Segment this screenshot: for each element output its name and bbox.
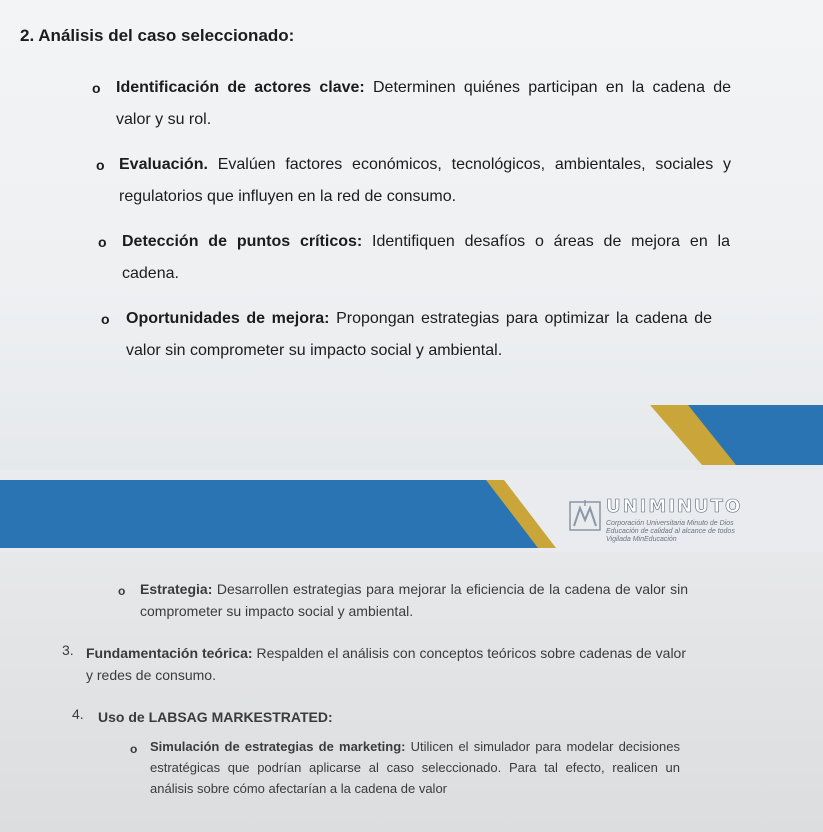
bullet-marker: o [92,80,101,96]
item-lead: Identificación de actores clave: [116,79,365,96]
item-text: Desarrollen estrategias para mejorar la eficiencia de la cadena de valor sin comprometer su impacto social y ambiental. [140,581,688,619]
item-text: Propongan estrategias para optimizar la cadena de valor sin comprometer su impacto social y ambiental. [126,310,713,359]
list-item-actores [116,72,731,136]
item-text: Evalúen factores económicos, tecnológicos, ambientales, sociales y regulatorios que influyen en la red de consumo. [119,156,731,205]
item-lead: Oportunidades de mejora: [126,310,330,327]
bullet-marker: o [101,311,110,327]
blue-stripe [0,480,540,548]
item-lead: Evaluación. [119,156,208,173]
logo-subtitle-line-1: Corporación Universitaria Minuto de Dios [606,520,734,527]
list-item-oportunidades [126,303,712,367]
list-item-puntos-criticos [122,226,730,290]
uniminuto-logo [568,494,798,544]
bullet-marker: o [98,234,107,250]
bullet-marker: o [96,157,105,173]
section-number: 3. [62,642,74,658]
item-text: Determinen quiénes participan en la cadena de valor y su rol. [116,79,732,128]
bullet-marker: o [130,742,138,756]
item-lead: Estrategia: [140,581,213,597]
logo-subtitle [606,520,735,544]
list-item-estrategia [140,578,688,622]
list-item-simulacion [150,736,680,799]
item-lead: Simulación de estrategias de marketing: [150,739,406,754]
item-lead: Detección de puntos críticos: [122,233,363,250]
list-item-evaluacion [119,149,731,213]
section-heading [20,26,294,46]
section-fundamentacion [86,642,686,686]
section-number: 2. [20,26,35,45]
section-number: 4. [72,706,84,722]
item-text: Respalden el análisis con conceptos teóricos sobre cadenas de valor y redes de consumo. [86,645,687,683]
item-text: Identifiquen desafíos o áreas de mejora en la cadena. [122,233,730,282]
logo-name: UNIMINUTO [606,496,743,517]
item-lead: Fundamentación teórica: [86,645,253,661]
item-text: Utilicen el simulador para modelar decisiones estratégicas que podrían aplicarse al caso seleccionado. Para tal efecto, realicen un análisis sobre cómo afectarían a la cadena de valor [150,739,681,796]
section-title: Análisis del caso seleccionado: [38,26,295,45]
logo-subtitle-line-2: Educación de calidad al alcance de todos [606,528,735,535]
logo-mark-icon [568,498,602,534]
logo-subtitle-line-3: Vigilada MinEducación [606,536,677,543]
bullet-marker: o [118,584,126,598]
section-labsag: Uso de LABSAG MARKESTRATED: [98,709,333,725]
